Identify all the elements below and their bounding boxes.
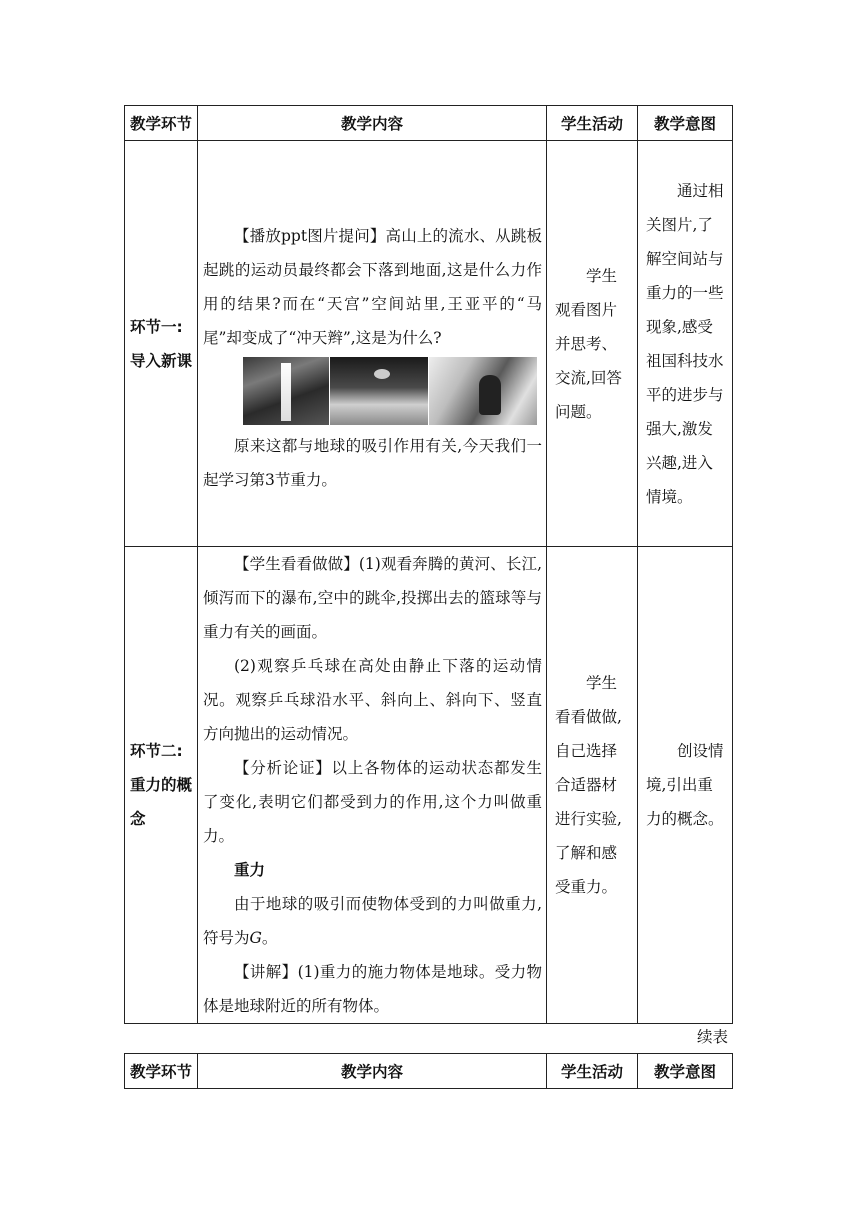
header-activity: 学生活动 bbox=[547, 1054, 638, 1089]
content-paragraph: 【学生看看做做】(1)观看奔腾的黄河、长江,倾泻而下的瀑布,空中的跳伞,投掷出去的篮球等与重力有关的画面。 bbox=[203, 555, 542, 641]
stage-cell: 环节二:重力的概念 bbox=[125, 547, 198, 1024]
table-header-row bbox=[125, 106, 733, 141]
header-content: 教学内容 bbox=[198, 106, 547, 141]
header-content: 教学内容 bbox=[198, 1054, 547, 1089]
gravity-symbol: G bbox=[249, 929, 262, 947]
content-paragraph: 原来这都与地球的吸引作用有关,今天我们一起学习第3节重力。 bbox=[203, 436, 542, 489]
continued-table bbox=[124, 1053, 733, 1089]
content-paragraph: 【播放ppt图片提问】高山上的流水、从跳板起跳的运动员最终都会下落到地面,这是什么力作用的结果?而在“天宫”空间站里,王亚平的“马尾”却变成了“冲天辫”,这是为什么? bbox=[203, 226, 542, 347]
content-heading: 重力 bbox=[234, 861, 266, 879]
diver-photo bbox=[330, 357, 428, 425]
content-paragraph: (2)观察乒乓球在高处由静止下落的运动情况。观察乒乓球沿水平、斜向上、斜向下、竖直方向抛出的运动情况。 bbox=[203, 657, 542, 743]
header-activity: 学生活动 bbox=[547, 106, 638, 141]
activity-cell bbox=[547, 547, 638, 1024]
continued-label: 续表 bbox=[697, 1028, 729, 1046]
content-paragraph bbox=[203, 887, 542, 955]
header-intent: 教学意图 bbox=[638, 106, 733, 141]
intent-text: 通过相关图片,了解空间站与重力的一些现象,感受祖国科技水平的进步与强大,激发兴趣,进入情境。 bbox=[646, 181, 724, 506]
lesson-plan-table bbox=[124, 105, 733, 1024]
activity-cell bbox=[547, 141, 638, 547]
table-row bbox=[125, 547, 733, 1024]
content-paragraph: 【分析论证】以上各物体的运动状态都发生了变化,表明它们都受到力的作用,这个力叫做重力。 bbox=[203, 759, 542, 845]
waterfall-photo bbox=[243, 357, 329, 425]
content-paragraph: 【讲解】(1)重力的施力物体是地球。受力物体是地球附近的所有物体。 bbox=[203, 963, 542, 1015]
table-row bbox=[125, 141, 733, 547]
stage-cell: 环节一:导入新课 bbox=[125, 141, 198, 547]
intent-cell bbox=[638, 547, 733, 1024]
activity-text: 学生看看做做,自己选择合适器材进行实验,了解和感受重力。 bbox=[555, 674, 622, 896]
header-stage: 教学环节 bbox=[125, 1054, 198, 1089]
photo-strip bbox=[243, 357, 542, 425]
header-stage: 教学环节 bbox=[125, 106, 198, 141]
header-intent: 教学意图 bbox=[638, 1054, 733, 1089]
definition-text: 由于地球的吸引而使物体受到的力叫做重力,符号为 bbox=[203, 895, 542, 947]
space-station-photo bbox=[429, 357, 537, 425]
content-cell bbox=[198, 141, 547, 547]
activity-text: 学生观看图片并思考、交流,回答问题。 bbox=[555, 266, 622, 421]
content-cell bbox=[198, 547, 547, 1024]
definition-end: 。 bbox=[261, 929, 278, 947]
table-header-row bbox=[125, 1054, 733, 1089]
intent-cell bbox=[638, 141, 733, 547]
intent-text: 创设情境,引出重力的概念。 bbox=[646, 742, 724, 828]
